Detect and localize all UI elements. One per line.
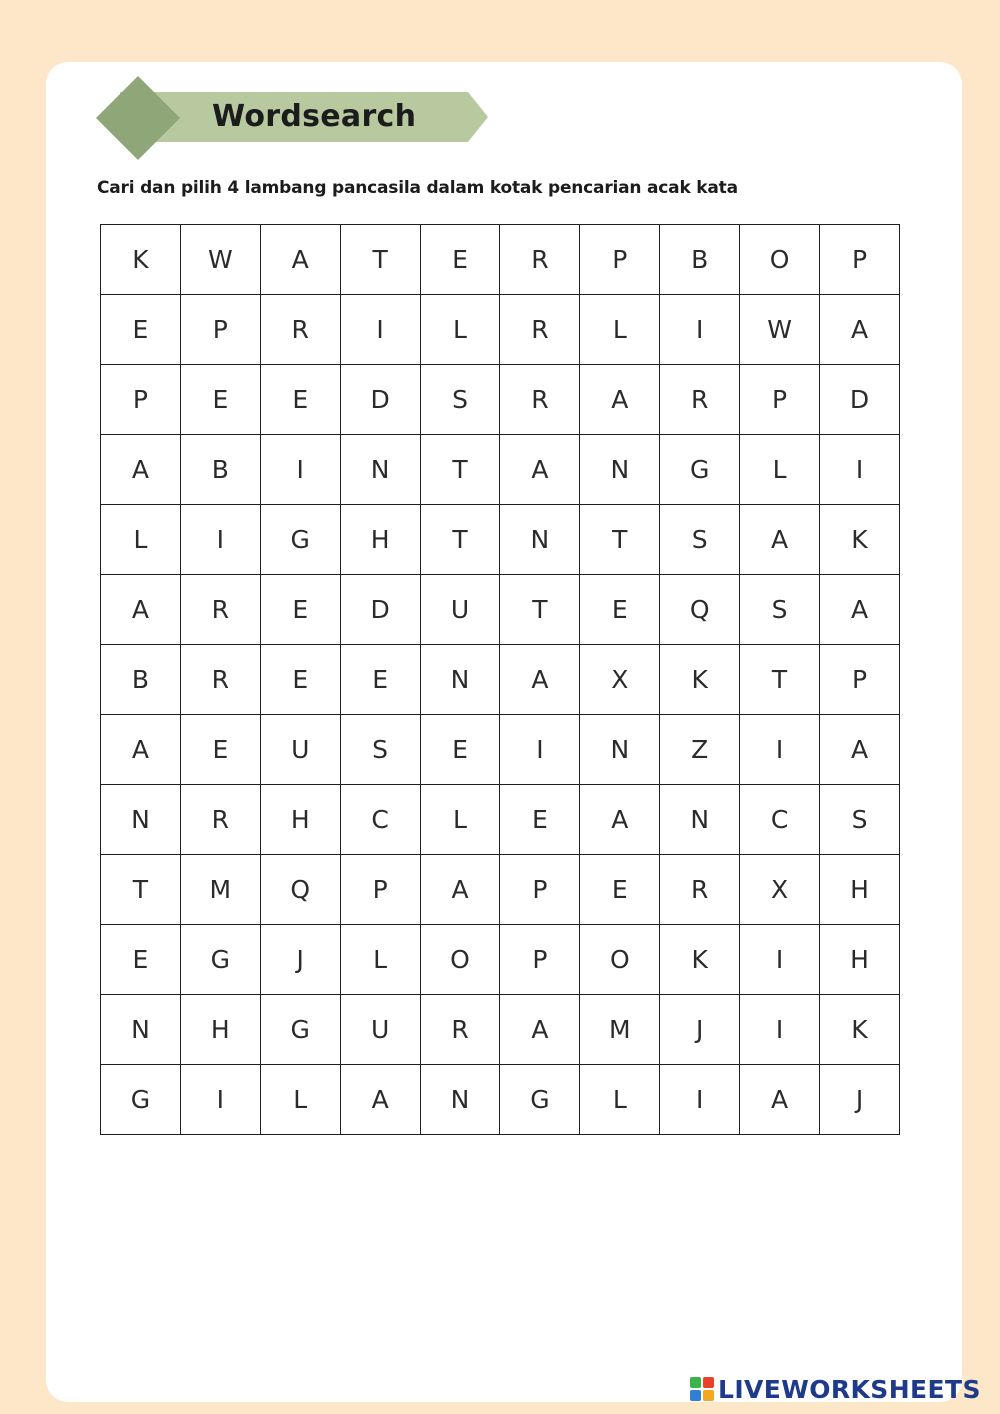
grid-cell[interactable]: B: [101, 645, 181, 715]
grid-cell[interactable]: O: [420, 925, 500, 995]
liveworksheets-logo: [690, 1372, 981, 1406]
grid-cell[interactable]: N: [660, 785, 740, 855]
grid-cell[interactable]: A: [580, 785, 660, 855]
grid-cell[interactable]: L: [101, 505, 181, 575]
grid-cell[interactable]: U: [340, 995, 420, 1065]
grid-cell[interactable]: I: [660, 295, 740, 365]
grid-cell[interactable]: I: [740, 715, 820, 785]
grid-row: [101, 1065, 900, 1135]
grid-cell[interactable]: X: [580, 645, 660, 715]
grid-cell[interactable]: N: [500, 505, 580, 575]
grid-cell[interactable]: N: [340, 435, 420, 505]
grid-cell[interactable]: E: [180, 715, 260, 785]
grid-cell[interactable]: A: [580, 365, 660, 435]
grid-cell[interactable]: L: [580, 295, 660, 365]
grid-cell[interactable]: T: [340, 225, 420, 295]
title-banner-diamond: [96, 76, 180, 160]
grid-cell[interactable]: A: [101, 715, 181, 785]
grid-cell[interactable]: L: [420, 295, 500, 365]
grid-cell[interactable]: A: [740, 505, 820, 575]
grid-cell[interactable]: A: [260, 225, 340, 295]
grid-cell[interactable]: N: [101, 995, 181, 1065]
grid-cell[interactable]: L: [740, 435, 820, 505]
grid-cell[interactable]: R: [500, 225, 580, 295]
grid-cell[interactable]: A: [820, 295, 900, 365]
grid-cell[interactable]: E: [500, 785, 580, 855]
instruction-text: Cari dan pilih 4 lambang pancasila dalam kotak pencarian acak kata: [97, 178, 738, 198]
grid-cell[interactable]: P: [101, 365, 181, 435]
grid-cell[interactable]: A: [101, 435, 181, 505]
grid-cell[interactable]: I: [180, 505, 260, 575]
grid-cell[interactable]: I: [500, 715, 580, 785]
grid-cell[interactable]: E: [420, 715, 500, 785]
grid-cell[interactable]: R: [660, 855, 740, 925]
grid-cell[interactable]: C: [740, 785, 820, 855]
grid-cell[interactable]: J: [660, 995, 740, 1065]
grid-cell[interactable]: B: [180, 435, 260, 505]
liveworksheets-logo-icon: [690, 1377, 714, 1401]
grid-cell[interactable]: I: [180, 1065, 260, 1135]
grid-cell[interactable]: T: [420, 505, 500, 575]
grid-cell[interactable]: P: [180, 295, 260, 365]
grid-cell[interactable]: H: [820, 855, 900, 925]
grid-cell[interactable]: J: [260, 925, 340, 995]
grid-cell[interactable]: A: [500, 995, 580, 1065]
grid-cell[interactable]: N: [420, 645, 500, 715]
grid-row: [101, 365, 900, 435]
grid-cell[interactable]: R: [260, 295, 340, 365]
grid-cell[interactable]: E: [260, 575, 340, 645]
grid-cell[interactable]: I: [820, 435, 900, 505]
grid-cell[interactable]: W: [740, 295, 820, 365]
grid-cell[interactable]: K: [660, 645, 740, 715]
grid-row: [101, 785, 900, 855]
grid-cell[interactable]: M: [180, 855, 260, 925]
grid-cell[interactable]: A: [420, 855, 500, 925]
grid-cell[interactable]: R: [500, 295, 580, 365]
grid-cell[interactable]: G: [660, 435, 740, 505]
grid-cell[interactable]: E: [260, 645, 340, 715]
grid-cell[interactable]: S: [820, 785, 900, 855]
grid-cell[interactable]: L: [580, 1065, 660, 1135]
grid-cell[interactable]: I: [340, 295, 420, 365]
grid-cell[interactable]: U: [260, 715, 340, 785]
grid-cell[interactable]: H: [180, 995, 260, 1065]
grid-cell[interactable]: I: [740, 925, 820, 995]
grid-cell[interactable]: B: [660, 225, 740, 295]
grid-cell[interactable]: W: [180, 225, 260, 295]
grid-row: [101, 505, 900, 575]
grid-cell[interactable]: E: [340, 645, 420, 715]
grid-cell[interactable]: R: [420, 995, 500, 1065]
grid-cell[interactable]: E: [580, 855, 660, 925]
grid-cell[interactable]: A: [500, 435, 580, 505]
grid-cell[interactable]: K: [820, 995, 900, 1065]
grid-cell[interactable]: I: [660, 1065, 740, 1135]
grid-cell[interactable]: P: [820, 225, 900, 295]
grid-cell[interactable]: T: [101, 855, 181, 925]
grid-cell[interactable]: O: [740, 225, 820, 295]
grid-cell[interactable]: P: [500, 855, 580, 925]
grid-row: [101, 645, 900, 715]
grid-cell[interactable]: T: [740, 645, 820, 715]
grid-cell[interactable]: H: [820, 925, 900, 995]
grid-cell[interactable]: L: [260, 1065, 340, 1135]
grid-cell[interactable]: G: [180, 925, 260, 995]
grid-cell[interactable]: N: [101, 785, 181, 855]
grid-cell[interactable]: I: [740, 995, 820, 1065]
grid-cell[interactable]: N: [580, 715, 660, 785]
grid-cell[interactable]: T: [420, 435, 500, 505]
grid-cell[interactable]: C: [340, 785, 420, 855]
grid-cell[interactable]: M: [580, 995, 660, 1065]
grid-cell[interactable]: T: [580, 505, 660, 575]
grid-cell[interactable]: H: [260, 785, 340, 855]
grid-cell[interactable]: S: [740, 575, 820, 645]
grid-row: [101, 995, 900, 1065]
grid-cell[interactable]: D: [340, 575, 420, 645]
grid-cell[interactable]: R: [180, 785, 260, 855]
grid-cell[interactable]: P: [500, 925, 580, 995]
grid-cell[interactable]: L: [340, 925, 420, 995]
page-title: Wordsearch: [212, 99, 417, 134]
grid-cell[interactable]: L: [420, 785, 500, 855]
grid-row: [101, 715, 900, 785]
grid-row: [101, 925, 900, 995]
grid-cell[interactable]: N: [580, 435, 660, 505]
grid-cell[interactable]: E: [180, 365, 260, 435]
grid-cell[interactable]: R: [180, 575, 260, 645]
grid-cell[interactable]: G: [260, 505, 340, 575]
grid-cell[interactable]: E: [420, 225, 500, 295]
grid-cell[interactable]: N: [420, 1065, 500, 1135]
grid-cell[interactable]: I: [260, 435, 340, 505]
grid-cell[interactable]: A: [740, 1065, 820, 1135]
grid-row: [101, 855, 900, 925]
grid-row: [101, 295, 900, 365]
grid-cell[interactable]: E: [101, 295, 181, 365]
grid-cell[interactable]: Q: [660, 575, 740, 645]
grid-cell[interactable]: E: [260, 365, 340, 435]
grid-cell[interactable]: X: [740, 855, 820, 925]
grid-cell[interactable]: J: [820, 1065, 900, 1135]
grid-cell[interactable]: P: [340, 855, 420, 925]
grid-cell[interactable]: R: [660, 365, 740, 435]
grid-cell[interactable]: K: [101, 225, 181, 295]
grid-cell[interactable]: Z: [660, 715, 740, 785]
grid-cell[interactable]: G: [500, 1065, 580, 1135]
grid-cell[interactable]: S: [340, 715, 420, 785]
grid-cell[interactable]: P: [820, 645, 900, 715]
grid-cell[interactable]: S: [420, 365, 500, 435]
grid-row: [101, 435, 900, 505]
grid-cell[interactable]: E: [580, 575, 660, 645]
grid-cell[interactable]: O: [580, 925, 660, 995]
grid-cell[interactable]: A: [101, 575, 181, 645]
grid-cell[interactable]: A: [500, 645, 580, 715]
wordsearch-grid: [100, 224, 900, 1135]
grid-cell[interactable]: E: [101, 925, 181, 995]
grid-cell[interactable]: P: [740, 365, 820, 435]
grid-cell[interactable]: U: [420, 575, 500, 645]
grid-cell[interactable]: K: [820, 505, 900, 575]
grid-cell[interactable]: D: [820, 365, 900, 435]
grid-cell[interactable]: G: [260, 995, 340, 1065]
grid-cell[interactable]: A: [820, 575, 900, 645]
grid-cell[interactable]: A: [340, 1065, 420, 1135]
grid-cell[interactable]: P: [580, 225, 660, 295]
grid-cell[interactable]: Q: [260, 855, 340, 925]
grid-cell[interactable]: T: [500, 575, 580, 645]
grid-cell[interactable]: D: [340, 365, 420, 435]
grid-cell[interactable]: A: [820, 715, 900, 785]
grid-cell[interactable]: R: [500, 365, 580, 435]
grid-cell[interactable]: H: [340, 505, 420, 575]
logo-text: LIVEWORKSHEETS: [718, 1374, 981, 1404]
grid-cell[interactable]: K: [660, 925, 740, 995]
grid-row: [101, 575, 900, 645]
grid-cell[interactable]: S: [660, 505, 740, 575]
grid-row: [101, 225, 900, 295]
grid-cell[interactable]: G: [101, 1065, 181, 1135]
grid-cell[interactable]: R: [180, 645, 260, 715]
